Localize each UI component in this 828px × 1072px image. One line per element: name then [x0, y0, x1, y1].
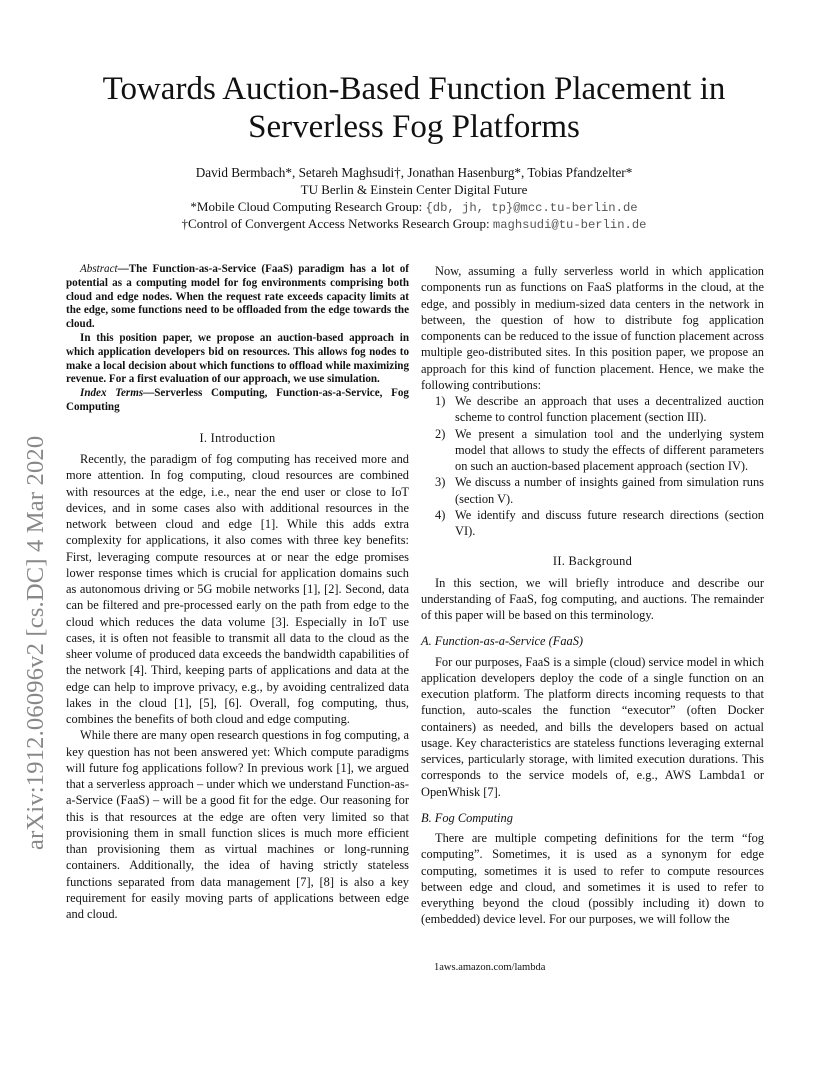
group-2-label: †Control of Convergent Access Networks Research Group:: [181, 216, 493, 231]
contribution-text: We describe an approach that uses a decentralized auction scheme to control function placement (section III).: [455, 394, 764, 425]
paper-title: [60, 70, 768, 146]
group-1-email: {db, jh, tp}@mcc.tu-berlin.de: [425, 201, 638, 215]
footnote: 1aws.amazon.com/lambda: [434, 962, 546, 973]
intro-paragraph-2: While there are many open research questions in fog computing, a key question has not been answered yet: Which compute paradigms will future fog applications follow? In previous work [1], we argued that a serverless approach – under which we understand Function-as-a-Service (FaaS) – will be a good fit for the edge. Our reasoning for this is that resources at the edge are often very limited so that provisioning them in small function slices is much more efficient than provisioning them as virtual machines or long-running containers. Additionally, the idea of having strictly stateless functions separated from data management [7], [8] is also a key requirement for easily moving parts of applications between edge and cloud.: [66, 728, 409, 922]
contribution-text: We identify and discuss future research directions (section VI).: [455, 507, 764, 538]
group-1-label: *Mobile Cloud Computing Research Group:: [190, 199, 426, 214]
author-list: David Bermbach*, Setareh Maghsudi†, Jonathan Hasenburg*, Tobias Pfandzelter*: [195, 165, 633, 180]
faas-paragraph: For our purposes, FaaS is a simple (cloud) service model in which application developers deploy the code of a single function on an execution platform. The platform directs incoming requests to that function, auto-scales the function “executor” (often Docker containers) as needed, and bills the developers based on actual usage. Key characteristics are stateless functions leveraging external services, particularly storage, with limited execution durations. This corresponds to the service models of, e.g., AWS Lambda1 or OpenWhisk [7].: [421, 654, 764, 799]
abstract: [66, 263, 409, 415]
contribution-number: 4): [435, 507, 446, 522]
index-terms: —Serverless Computing, Function-as-a-Service, Fog Computing: [66, 387, 409, 413]
contributions-list: [421, 393, 764, 539]
right-column: [421, 263, 764, 928]
abstract-paragraph-2: In this position paper, we propose an auction-based approach in which application developers bid on resources. This allows fog nodes to make a local decision about which functions to offload while maximizing revenue. For a first evaluation of our approach, we use simulation.: [66, 331, 409, 386]
contribution-number: 3): [435, 475, 446, 490]
contribution-item: [421, 426, 764, 475]
fog-subheading: B. Fog Computing: [421, 810, 513, 825]
group-2-email: maghsudi@tu-berlin.de: [492, 218, 647, 232]
contribution-item: [421, 474, 764, 507]
research-group-2: [60, 215, 768, 234]
contribution-item: [421, 507, 764, 540]
contribution-item: [421, 393, 764, 426]
arxiv-sidebar-stamp: arXiv:1912.06096v2 [cs.DC] 4 Mar 2020: [22, 435, 49, 850]
title-line-1: Towards Auction-Based Function Placement in: [102, 71, 726, 107]
right-paragraph-1: Now, assuming a fully serverless world in which application components run as functions on FaaS platforms in the cloud, at the edge, and possibly in medium-sized data centers in the network in between, the question of how to distribute fog application components can be reduced to the issue of function placement across multiple geo-distributed sites. In this position paper, we propose an approach for this kind of function placement. Hence, we make the following contributions:: [421, 264, 764, 392]
faas-subheading: A. Function-as-a-Service (FaaS): [421, 634, 584, 649]
intro-paragraph-1: Recently, the paradigm of fog computing has received more and more attention. In fog computing, cloud resources are combined with resources at the edge, i.e., near the end user or close to IoT devices, and in some cases also with additional resources in the network between cloud and edge [1]. While this adds extra complexity for applications, it also comes with three key benefits: First, leveraging compute resources at or near the edge promises lower response times which is crucial for application domains such as autonomous driving or 5G mobile networks [1], [2]. Second, data can be filtered and pre-processed early on the path from edge to the cloud which reduces the data volume [3]. Especially in IoT use cases, it is often not feasible to transmit all data to the cloud as the sheer volume of produced data exceeds the bandwidth capabilities of the network [4]. Third, keeping parts of applications and data at the edge can help to improve privacy, e.g., by avoiding centralized data lakes in the cloud [1], [5], [6]. Overall, fog computing, thus, combines the benefits of both cloud and edge computing.: [66, 452, 409, 727]
intro-heading: I. Introduction: [199, 430, 276, 445]
background-paragraph: In this section, we will briefly introduce and describe our understanding of FaaS, fog computing, and auctions. The remainder of this paper will be based on this terminology.: [421, 575, 764, 622]
contribution-number: 2): [435, 426, 446, 441]
abstract-label: Abstract: [80, 263, 118, 275]
fog-paragraph: There are multiple competing definitions for the term “fog computing”. Sometimes, it is used as a synonym for edge computing, sometimes it is used to refer to compute resources between edge and cloud, and sometimes it is used to refer to everything beyond the cloud (possibly including it) down to (embedded) device level. For our purposes, we will follow the: [421, 831, 764, 927]
background-heading: II. Background: [552, 554, 633, 569]
title-line-2: Serverless Fog Platforms: [248, 109, 580, 145]
affiliation: TU Berlin & Einstein Center Digital Future: [300, 182, 528, 197]
index-terms-label: Index Terms: [80, 387, 144, 400]
contribution-text: We present a simulation tool and the underlying system model that allows to study the effects of different parameters on such an auction-based placement approach (section IV).: [455, 426, 764, 473]
contribution-number: 1): [435, 394, 446, 408]
contribution-text: We discuss a number of insights gained from simulation runs (section V).: [455, 475, 764, 506]
abstract-paragraph-1: —The Function-as-a-Service (FaaS) paradigm has a lot of potential as a computing model for fog environments comprising both cloud and edge nodes. When the request rate exceeds capacity limits at the edge, some functions need to be offloaded from the edge towards the cloud.: [66, 263, 409, 331]
left-column: [66, 263, 409, 922]
